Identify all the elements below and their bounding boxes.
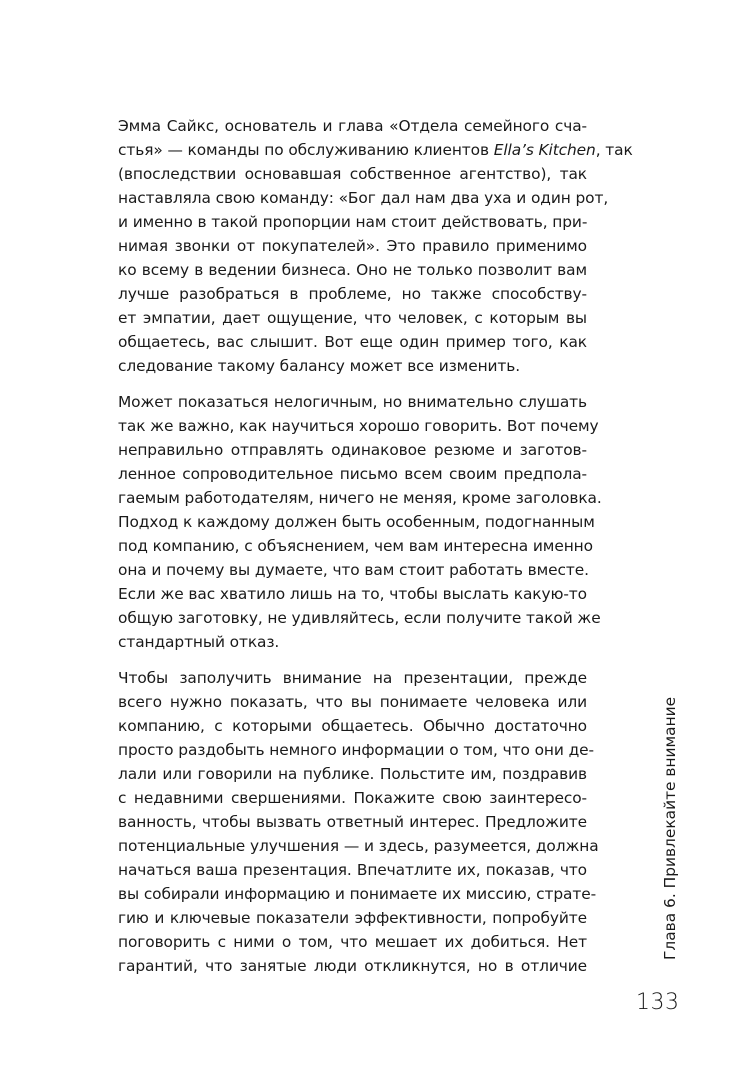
text-line: Чтобы заполучить внимание на презентации, прежде <box>118 669 587 687</box>
text-line: следование такому балансу может все изменить. <box>118 357 521 375</box>
text-line: гию и ключевые показатели эффективности, попробуйте <box>118 909 587 927</box>
company-name: Ella’s Kitchen <box>493 141 596 159</box>
text-line: общаетесь, вас слышит. Вот еще один пример того, как <box>118 333 587 351</box>
text-line: так же важно, как научиться хорошо говорить. Вот почему <box>118 417 599 435</box>
text-line: гаемым работодателям, ничего не меняя, кроме заголовка. <box>118 489 602 507</box>
text-line: Подход к каждому должен быть особенным, подогнанным <box>118 513 595 531</box>
text-line: общую заготовку, не удивляйтесь, если получите такой же <box>118 609 601 627</box>
text-line: с недавними свершениями. Покажите свою заинтересо- <box>118 789 587 807</box>
text-line: (впоследствии основавшая собственное агентство), так <box>118 165 587 183</box>
text-line: Если же вас хватило лишь на то, чтобы выслать какую-то <box>118 585 587 603</box>
text-line: ванность, чтобы вызвать ответный интерес. Предложите <box>118 813 587 831</box>
page-number: 133 <box>636 990 680 1015</box>
text-line: и именно в такой пропорции нам стоит действовать, при- <box>118 213 588 231</box>
text-line: неправильно отправлять одинаковое резюме и заготов- <box>118 441 587 459</box>
text-line: потенциальные улучшения — и здесь, разумеется, должна <box>118 837 599 855</box>
text-line: гарантий, что занятые люди откликнутся, но в отличие <box>118 957 587 975</box>
text-line: ко всему в ведении бизнеса. Оно не только позволит вам <box>118 261 587 279</box>
text-line: ленное сопроводительное письмо всем своим предпола- <box>118 465 587 483</box>
text-line: всего нужно показать, что вы понимаете человека или <box>118 693 587 711</box>
text-line: поговорить с ними о том, что мешает их добиться. Нет <box>118 933 587 951</box>
text-line: вы собирали информацию и понимаете их миссию, страте- <box>118 885 597 903</box>
text-line: лали или говорили на публике. Польстите им, поздравив <box>118 765 587 783</box>
text-span: , так <box>595 141 633 159</box>
text-line: наставляла свою команду: «Бог дал нам два уха и один рот, <box>118 189 609 207</box>
text-line: просто раздобыть немного информации о том, что они де- <box>118 741 594 759</box>
text-line: она и почему вы думаете, что вам стоит работать вместе. <box>118 561 589 579</box>
text-line: нимая звонки от покупателей». Это правило применимо <box>118 237 587 255</box>
text-line: компанию, с которыми общаетесь. Обычно достаточно <box>118 717 587 735</box>
text-line: под компанию, с объяснением, чем вам интересна именно <box>118 537 593 555</box>
running-head-chapter: Глава 6. Привлекайте внимание <box>661 696 679 960</box>
text-span: стья» — команды по обслуживанию клиентов <box>118 141 494 159</box>
text-line: лучше разобраться в проблеме, но также способству- <box>118 285 587 303</box>
text-line: Эмма Сайкс, основатель и глава «Отдела семейного сча- <box>118 117 587 135</box>
text-line: ет эмпатии, дает ощущение, что человек, с которым вы <box>118 309 587 327</box>
text-line: стандартный отказ. <box>118 633 280 651</box>
text-line: Может показаться нелогичным, но внимательно слушать <box>118 393 587 411</box>
text-line <box>118 138 633 162</box>
text-line: начаться ваша презентация. Впечатлите их, показав, что <box>118 861 587 879</box>
